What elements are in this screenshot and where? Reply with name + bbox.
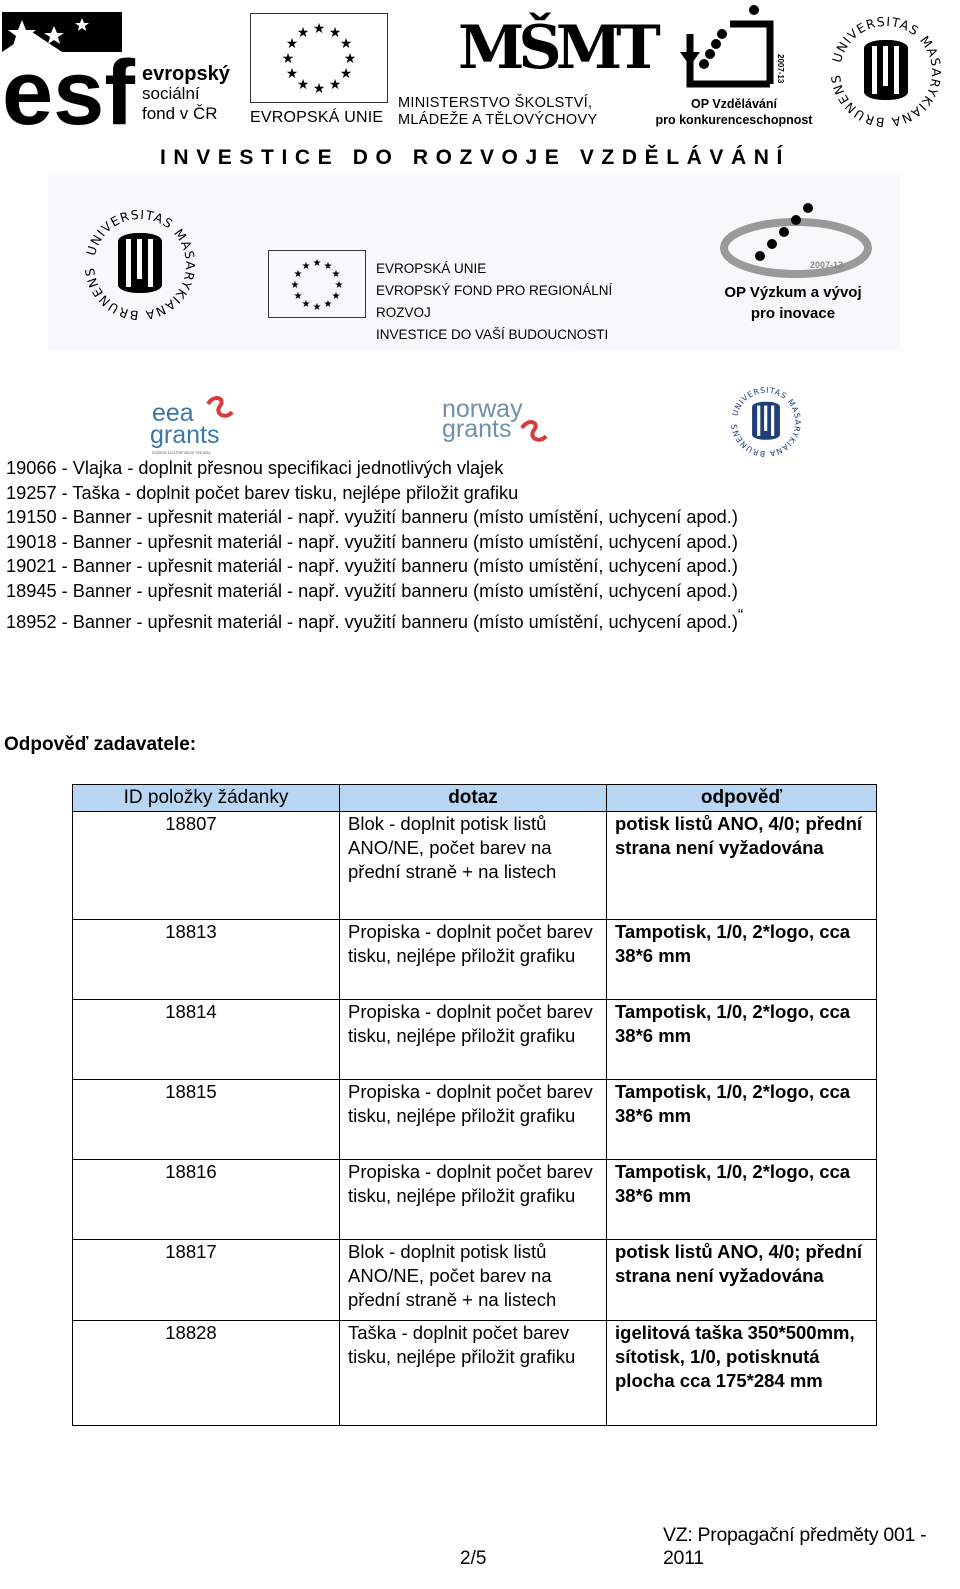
table-row xyxy=(73,1160,877,1240)
svg-text:★: ★ xyxy=(296,25,310,41)
svg-text:★: ★ xyxy=(339,36,353,52)
cell-answer: Tampotisk, 1/0, 2*logo, cca 38*6 mm xyxy=(607,1160,877,1240)
cell-question: Propiska - doplnit počet barev tisku, nejlépe přiložit grafiku xyxy=(340,920,607,1000)
cell-question: Blok - doplnit potisk listů ANO/NE, počet barev na přední straně + na listech xyxy=(340,812,607,920)
table-row xyxy=(73,920,877,1000)
eu-caption: EVROPSKÁ UNIE xyxy=(250,109,384,126)
svg-text:★: ★ xyxy=(331,269,341,280)
svg-text:★: ★ xyxy=(343,51,357,67)
svg-text:★: ★ xyxy=(331,291,341,302)
msmt-mark: MŠMT xyxy=(458,13,655,83)
page-number: 2/5 xyxy=(460,1548,487,1569)
opvk-line-1: OP Vzdělávání xyxy=(691,97,777,111)
grants-propeller-icon xyxy=(204,394,234,422)
column-header-answer: odpověď xyxy=(607,785,877,812)
cell-question: Blok - doplnit potisk listů ANO/NE, počet barev na přední straně + na listech xyxy=(340,1240,607,1321)
question-line: 19257 - Taška - doplnit počet barev tisku, nejlépe přiložit grafiku xyxy=(6,482,519,503)
svg-text:★: ★ xyxy=(290,280,300,291)
question-line: 19066 - Vlajka - doplnit přesnou specifikaci jednotlivých vlajek xyxy=(6,458,504,478)
svg-text:★: ★ xyxy=(301,261,311,272)
eea-word: eea xyxy=(152,399,194,427)
msmt-line-1: MINISTERSTVO ŠKOLSTVÍ, xyxy=(398,95,593,111)
footer-title: VZ: Propagační předměty 001 - 2011 xyxy=(663,1524,927,1569)
cell-id: 18814 xyxy=(73,1000,340,1080)
msmt-line-2: MLÁDEŽE A TĚLOVÝCHOVY xyxy=(398,112,598,128)
mu-seal-logo-2 xyxy=(80,205,200,325)
mu-seal-logo-3 xyxy=(728,384,804,460)
norway-word: norway xyxy=(442,395,523,423)
svg-text:★: ★ xyxy=(312,302,322,313)
erdf-line-2: EVROPSKÝ FOND PRO REGIONÁLNÍ ROZVOJ xyxy=(376,283,613,320)
erdf-line-3: INVESTICE DO VAŠÍ BUDOUCNOSTI xyxy=(376,327,609,342)
svg-text:★: ★ xyxy=(285,36,299,52)
closing-quote: “ xyxy=(737,606,744,624)
svg-text:★: ★ xyxy=(312,258,322,269)
svg-text:★: ★ xyxy=(285,66,299,82)
norway-grants-word: grants xyxy=(442,415,512,443)
svg-text:★: ★ xyxy=(323,261,333,272)
question-line: 18952 - Banner - upřesnit materiál - např. využití banneru (místo umístění, uchycení apod.) xyxy=(6,611,738,632)
svg-text:UNIVERSITAS MASARYKIANA BRUNEN: UNIVERSITAS MASARYKIANA BRUNENS xyxy=(729,385,803,459)
svg-text:★: ★ xyxy=(328,25,342,41)
column-header-id: ID položky žádanky xyxy=(73,785,340,812)
answer-table xyxy=(72,784,877,1426)
svg-text:UNIVERSITAS MASARYKIANA BRUNEN: UNIVERSITAS MASARYKIANA BRUNENS xyxy=(827,13,945,131)
msmt-logo xyxy=(398,13,655,131)
cell-answer: Tampotisk, 1/0, 2*logo, cca 38*6 mm xyxy=(607,1080,877,1160)
opvavpi-line-1: OP Výzkum a vývoj xyxy=(724,284,862,301)
cell-id: 18817 xyxy=(73,1240,340,1321)
opvk-line-2: pro konkurenceschopnost xyxy=(655,113,813,127)
svg-text:★: ★ xyxy=(312,81,326,97)
svg-text:★: ★ xyxy=(334,280,344,291)
table-row xyxy=(73,812,877,920)
eea-subline: Iceland Liechtenstein Norway xyxy=(152,450,211,455)
svg-text:★: ★ xyxy=(293,291,303,302)
table-row xyxy=(73,1000,877,1080)
investice-motto: INVESTICE DO ROZVOJE VZDĚLÁVÁNÍ xyxy=(160,146,790,169)
svg-text:esf: esf xyxy=(2,42,135,130)
grants-propeller-icon xyxy=(518,418,548,446)
question-line-last xyxy=(6,604,743,635)
column-header-question: dotaz xyxy=(340,785,607,812)
eu-logo xyxy=(250,13,390,131)
svg-text:★: ★ xyxy=(328,77,342,93)
esf-line-3: fond v ČR xyxy=(142,104,218,123)
svg-text:★: ★ xyxy=(339,66,353,82)
mu-seal-icon xyxy=(826,12,946,132)
table-header-row xyxy=(73,785,877,812)
opvk-emblem-icon xyxy=(650,4,818,94)
opvk-logo xyxy=(650,4,818,130)
opvavpi-logo xyxy=(712,200,874,326)
table-row xyxy=(73,1240,877,1321)
svg-text:UNIVERSITAS MASARYKIANA BRUNEN: UNIVERSITAS MASARYKIANA BRUNENS xyxy=(81,206,199,324)
cell-question: Taška - doplnit počet barev tisku, nejlépe přiložit grafiku xyxy=(340,1321,607,1426)
eea-grants-logo xyxy=(148,392,238,458)
question-line: 19018 - Banner - upřesnit materiál - např. využití banneru (místo umístění, uchycení apod.) xyxy=(6,531,738,552)
mu-seal-icon xyxy=(80,205,200,325)
question-line: 19021 - Banner - upřesnit materiál - např. využití banneru (místo umístění, uchycení apod.) xyxy=(6,556,738,577)
cell-answer: potisk listů ANO, 4/0; přední strana není vyžadována xyxy=(607,1240,877,1321)
cell-question: Propiska - doplnit počet barev tisku, nejlépe přiložit grafiku xyxy=(340,1000,607,1080)
cell-id: 18807 xyxy=(73,812,340,920)
norway-grants-logo xyxy=(440,395,550,448)
cell-id: 18813 xyxy=(73,920,340,1000)
esf-logo xyxy=(2,12,242,130)
question-line: 19150 - Banner - upřesnit materiál - např. využití banneru (místo umístění, uchycení apod.) xyxy=(6,507,738,528)
answer-heading: Odpověď zadavatele: xyxy=(4,734,197,755)
cell-question: Propiska - doplnit počet barev tisku, nejlépe přiložit grafiku xyxy=(340,1080,607,1160)
table-row xyxy=(73,1080,877,1160)
cell-answer: potisk listů ANO, 4/0; přední strana není vyžadována xyxy=(607,812,877,920)
eea-grants-word: grants xyxy=(150,421,220,449)
erdf-line-1: EVROPSKÁ UNIE xyxy=(376,261,487,276)
opvavpi-emblem-icon xyxy=(712,200,874,282)
question-list xyxy=(6,456,743,634)
eu-flag-icon xyxy=(268,250,366,318)
erdf-logo xyxy=(268,250,668,342)
cell-id: 18815 xyxy=(73,1080,340,1160)
mu-seal-logo xyxy=(826,12,946,132)
eu-flag-icon xyxy=(250,13,388,103)
cell-question: Propiska - doplnit počet barev tisku, nejlépe přiložit grafiku xyxy=(340,1160,607,1240)
cell-answer: Tampotisk, 1/0, 2*logo, cca 38*6 mm xyxy=(607,1000,877,1080)
svg-text:★: ★ xyxy=(323,299,333,310)
esf-mark-icon xyxy=(2,12,142,130)
esf-line-1: evropský xyxy=(142,63,230,85)
opvavpi-line-2: pro inovace xyxy=(750,305,836,322)
cell-answer: igelitová taška 350*500mm, sítotisk, 1/0, potisknutá plocha cca 175*284 mm xyxy=(607,1321,877,1426)
esf-line-2: sociální xyxy=(142,84,200,103)
cell-answer: Tampotisk, 1/0, 2*logo, cca 38*6 mm xyxy=(607,920,877,1000)
cell-id: 18828 xyxy=(73,1321,340,1426)
svg-text:★: ★ xyxy=(296,77,310,93)
table-row xyxy=(73,1321,877,1426)
svg-text:★: ★ xyxy=(312,21,326,37)
mu-seal-icon xyxy=(728,384,804,460)
opvk-period: 2007-13 xyxy=(776,54,785,84)
svg-text:★: ★ xyxy=(301,299,311,310)
svg-text:★: ★ xyxy=(281,51,295,67)
cell-id: 18816 xyxy=(73,1160,340,1240)
svg-text:★: ★ xyxy=(293,269,303,280)
question-line: 18945 - Banner - upřesnit materiál - např. využití banneru (místo umístění, uchycení apod.) xyxy=(6,580,738,601)
opvavpi-period: 2007-13 xyxy=(810,260,844,270)
